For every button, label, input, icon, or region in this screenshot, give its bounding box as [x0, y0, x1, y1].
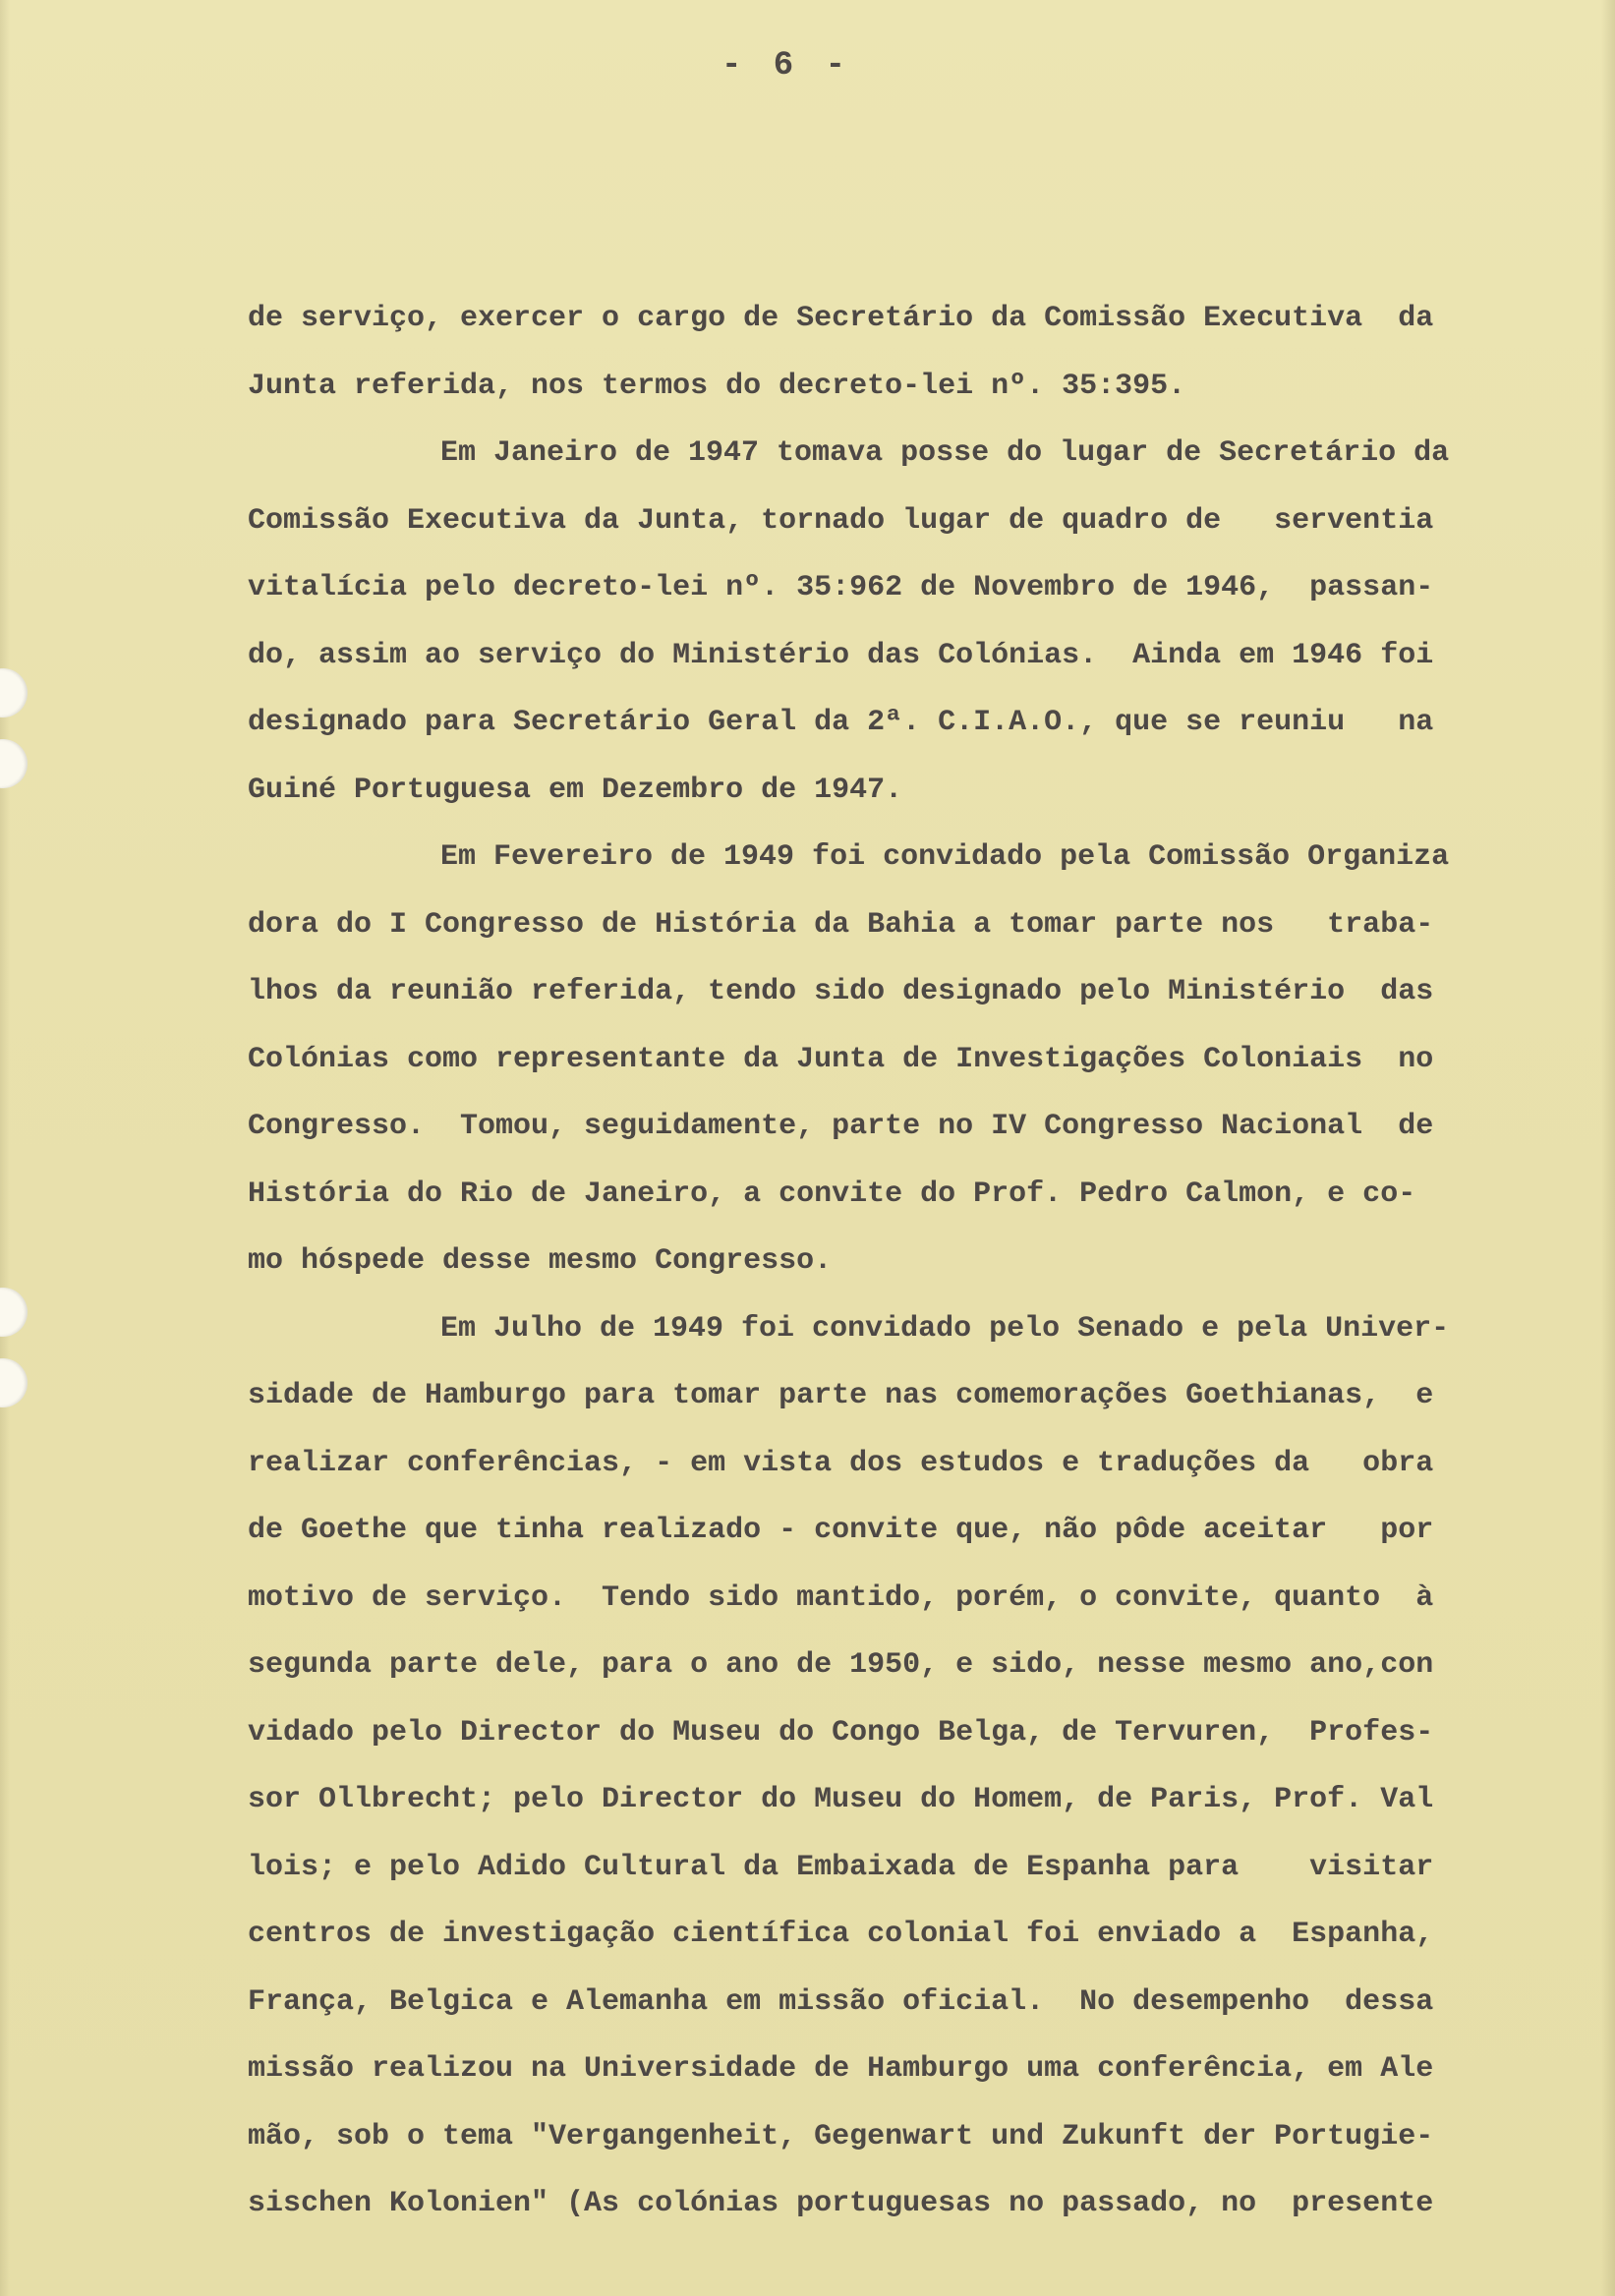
text-line: motivo de serviço. Tendo sido mantido, porém, o convite, quanto à — [248, 1580, 1434, 1615]
text-line: História do Rio de Janeiro, a convite do Prof. Pedro Calmon, e co- — [248, 1177, 1416, 1211]
text-line: Em Janeiro de 1947 tomava posse do lugar de Secretário da — [440, 436, 1450, 470]
text-line: segunda parte dele, para o ano de 1950, e sido, nesse mesmo ano,con — [248, 1648, 1434, 1682]
text-line: Colónias como representante da Junta de Investigações Coloniais no — [248, 1042, 1434, 1076]
text-line: centros de investigação científica colonial foi enviado a Espanha, — [248, 1918, 1434, 1951]
text-line: de Goethe que tinha realizado - convite que, não pôde aceitar por — [248, 1514, 1434, 1547]
text-line: mão, sob o tema "Vergangenheit, Gegenwart und Zukunft der Portugie- — [248, 2119, 1434, 2153]
text-line: designado para Secretário Geral da 2ª. C.I.A.O., que se reuniu na — [248, 706, 1434, 739]
punch-hole-3 — [0, 1288, 28, 1337]
text-line: missão realizou na Universidade de Hamburgo uma conferência, em Ale — [248, 2052, 1434, 2086]
typed-body-text — [248, 285, 1555, 2238]
text-line: de serviço, exercer o cargo de Secretário da Comissão Executiva da — [248, 302, 1434, 335]
text-line: sischen Kolonien" (As colónias portuguesas no passado, no presente — [248, 2187, 1434, 2220]
text-line: Em Fevereiro de 1949 foi convidado pela Comissão Organiza — [440, 840, 1450, 874]
text-line: Guiné Portuguesa em Dezembro de 1947. — [248, 773, 903, 807]
text-line: do, assim ao serviço do Ministério das Colónias. Ainda em 1946 foi — [248, 638, 1434, 672]
text-line: lois; e pelo Adido Cultural da Embaixada de Espanha para visitar — [248, 1850, 1434, 1884]
text-line: França, Belgica e Alemanha em missão oficial. No desempenho dessa — [248, 1984, 1434, 2019]
text-line: dora do I Congresso de História da Bahia a tomar parte nos traba- — [248, 907, 1434, 942]
text-line: vidado pelo Director do Museu do Congo Belga, de Tervuren, Profes- — [248, 1715, 1434, 1750]
punch-hole-4 — [0, 1358, 28, 1407]
text-line: mo hóspede desse mesmo Congresso. — [248, 1244, 833, 1278]
paper-right-edge — [1601, 0, 1615, 2296]
text-line: lhos da reunião referida, tendo sido designado pelo Ministério das — [248, 975, 1434, 1008]
text-line: Em Julho de 1949 foi convidado pelo Senado e pela Univer- — [440, 1311, 1450, 1346]
text-line: Junta referida, nos termos do decreto-lei nº. 35:395. — [248, 369, 1186, 403]
punch-hole-1 — [0, 668, 28, 718]
page-number: - 6 - — [721, 47, 852, 85]
text-line: sidade de Hamburgo para tomar parte nas comemorações Goethianas, e — [248, 1379, 1434, 1412]
text-line: sor Ollbrecht; pelo Director do Museu do Homem, de Paris, Prof. Val — [248, 1783, 1434, 1816]
text-line: realizar conferências, - em vista dos estudos e traduções da obra — [248, 1446, 1434, 1480]
punch-hole-2 — [0, 739, 28, 788]
text-line: vitalícia pelo decreto-lei nº. 35:962 de Novembro de 1946, passan- — [248, 571, 1434, 604]
text-line: Comissão Executiva da Junta, tornado lugar de quadro de serventia — [248, 503, 1434, 538]
text-line: Congresso. Tomou, seguidamente, parte no IV Congresso Nacional de — [248, 1110, 1434, 1143]
paper-left-edge — [0, 0, 10, 2296]
